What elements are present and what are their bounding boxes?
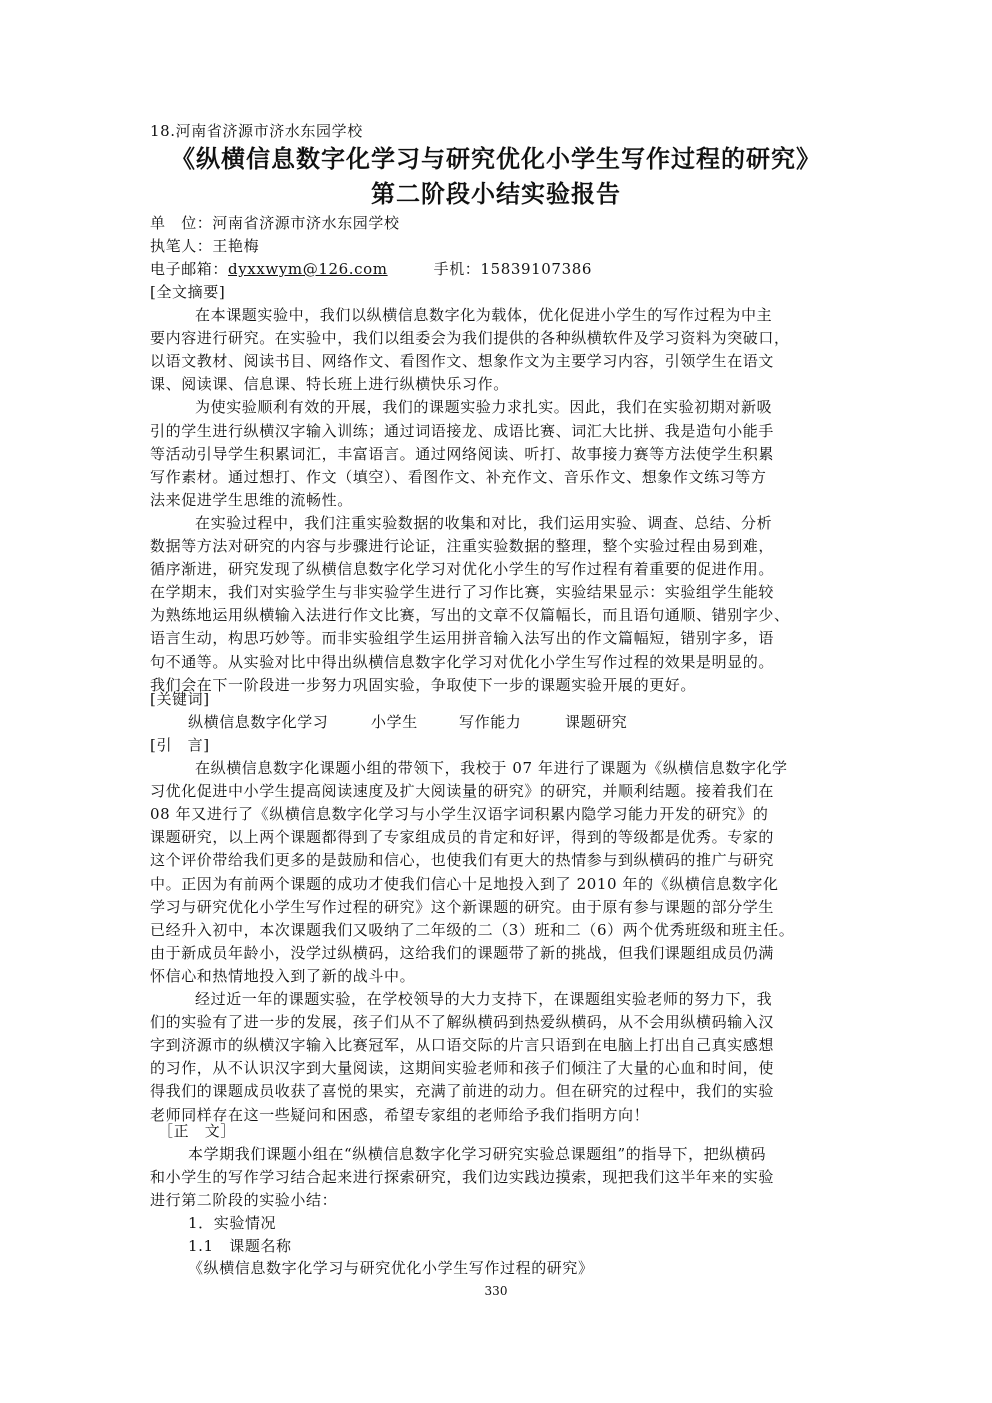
text-line: 得我们的课题成员收获了喜悦的果实，充满了前进的动力。但在研究的过程中，我们的实验 [150,1082,775,1101]
text-line: 为使实验顺利有效的开展，我们的课题实验力求扎实。因此，我们在实验初期对新吸 [195,398,773,417]
text-line: 由于新成员年龄小，没学过纵横码，这给我们的课题带了新的挑战，但我们课题组成员仍满 [150,943,775,962]
topic-name: 《纵横信息数字化学习与研究优化小学生写作过程的研究》 [188,1259,594,1277]
keyword-item: 课题研究 [565,713,628,731]
text-line: 习优化促进中小学生提高阅读速度及扩大阅读量的研究》的研究，并顺利结题。接着我们在 [150,782,775,801]
phone-value: 15839107386 [480,260,592,278]
keywords-list [188,711,627,733]
body-heading: ［正 文］ [158,1122,237,1140]
text-line: 要内容进行研究。在实验中，我们以组委会为我们提供的各种纵横软件及学习资料为突破口， [150,329,790,348]
text-line: 语言生动，构思巧妙等。而非实验组学生运用拼音输入法写出的作文篇幅短，错别字多，语 [150,629,775,648]
author-label: 执笔人： [150,237,213,255]
abstract-heading: [全文摘要] [150,283,226,301]
text-line: 08 年又进行了《纵横信息数字化学习与小学生汉语字词积累内隐学习能力开发的研究》的 [150,805,769,824]
text-line: 法来促进学生思维的流畅性。 [150,490,353,509]
keyword-item: 小学生 [371,713,418,731]
text-line: 在学期末，我们对实验学生与非实验学生进行了习作比赛，实验结果显示：实验组学生能较 [150,583,775,602]
page-number: 330 [484,1284,508,1298]
text-line: 等活动引导学生积累词汇，丰富语言。通过网络阅读、听打、故事接力赛等方法使学生积累 [150,444,775,463]
contact-line [150,258,592,280]
author-line [150,235,259,257]
text-line: 课、阅读课、信息课、特长班上进行纵横快乐习作。 [150,375,509,394]
text-line: 们的实验有了进一步的发展，孩子们从不了解纵横码到热爱纵横码，从不会用纵横码输入汉 [150,1013,775,1032]
text-line: 为熟练地运用纵横输入法进行作文比赛，写出的文章不仅篇幅长，而且语句通顺、错别字少、 [150,606,790,625]
report-title-line1: 《纵横信息数字化学习与研究优化小学生写作过程的研究》 [171,145,821,173]
text-line: 经过近一年的课题实验，在学校领导的大力支持下，在课题组实验老师的努力下，我 [195,990,773,1008]
text-line: 以语文教材、阅读书目、网络作文、看图作文、想象作文为主要学习内容，引领学生在语文 [150,352,775,371]
section-1-heading: 1．实验情况 [188,1214,277,1232]
text-line: 这个评价带给我们更多的是鼓励和信心，也使我们有更大的热情参与到纵横码的推广与研究 [150,851,775,870]
text-line: 在实验过程中，我们注重实验数据的收集和对比，我们运用实验、调查、总结、分析 [195,513,773,532]
text-line: 进行第二阶段的实验小结： [150,1191,338,1210]
email-label: 电子邮箱： [150,260,229,278]
school-index-line: 18.河南省济源市济水东园学校 [150,122,363,140]
text-line: 已经升入初中，本次课题我们又吸纳了二年级的二（3）班和二（6）两个优秀班级和班主任。 [150,920,795,939]
text-line: 在纵横信息数字化课题小组的带领下，我校于 07 年进行了课题为《纵横信息数字化学 [195,759,788,777]
text-line: 字到济源市的纵横汉字输入比赛冠军，从口语交际的片言只语到在电脑上打出自己真实感想 [150,1036,775,1055]
text-line: 和小学生的写作学习结合起来进行探索研究，我们边实践边摸索，现把我们这半年来的实验 [150,1168,775,1187]
unit-line [150,212,400,234]
keyword-item: 纵横信息数字化学习 [188,713,329,731]
text-line: 数据等方法对研究的内容与步骤进行论证，注重实验数据的整理，整个实验过程由易到难， [150,537,775,555]
text-line: 中。正因为有前两个课题的成功才使我们信心十足地投入到了 2010 年的《纵横信息数字化 [150,874,779,893]
email-link[interactable]: dyxxwym@126.com [228,260,388,278]
text-line: 课题研究，以上两个课题都得到了专家组成员的肯定和好评，得到的等级都是优秀。专家的 [150,828,775,847]
text-line: 在本课题实验中，我们以纵横信息数字化为载体，优化促进小学生的写作过程为中主 [195,306,773,324]
section-1-1-heading: 1.1 课题名称 [188,1237,292,1255]
text-line: 的习作，从不认识汉字到大量阅读，这期间实验老师和孩子们倾注了大量的心血和时间，使 [150,1059,775,1078]
text-line: 学习与研究优化小学生写作过程的研究》这个新课题的研究。由于原有参与课题的部分学生 [150,897,775,916]
phone-label: 手机： [433,260,481,278]
text-line: 句不通等。从实验对比中得出纵横信息数字化学习对优化小学生写作过程的效果是明显的。 [150,652,775,671]
author-value: 王艳梅 [212,237,260,255]
keyword-item: 写作能力 [459,713,522,731]
text-line: 引的学生进行纵横汉字输入训练；通过词语接龙、成语比赛、词汇大比拼、我是造句小能手 [150,421,775,440]
text-line: 循序渐进，研究发现了纵横信息数字化学习对优化小学生的写作过程有着重要的促进作用。 [150,560,775,579]
unit-label: 单 位： [150,214,213,232]
text-line: 写作素材。通过想打、作文（填空）、看图作文、补充作文、音乐作文、想象作文练习等方 [150,467,767,486]
text-line: 怀信心和热情地投入到了新的战斗中。 [150,966,416,985]
text-line: 老师同样存在这一些疑问和困惑，希望专家组的老师给予我们指明方向！ [150,1105,650,1124]
report-title-line2: 第二阶段小结实验报告 [371,180,621,208]
unit-value: 河南省济源市济水东园学校 [212,214,400,232]
keywords-heading: [关键词] [150,690,210,708]
text-line: 我们会在下一阶段进一步努力巩固实验，争取使下一步的课题实验开展的更好。 [150,675,697,694]
text-line: 本学期我们课题小组在“纵横信息数字化学习研究实验总课题组”的指导下，把纵横码 [188,1145,767,1163]
intro-heading: [引 言] [150,736,210,754]
